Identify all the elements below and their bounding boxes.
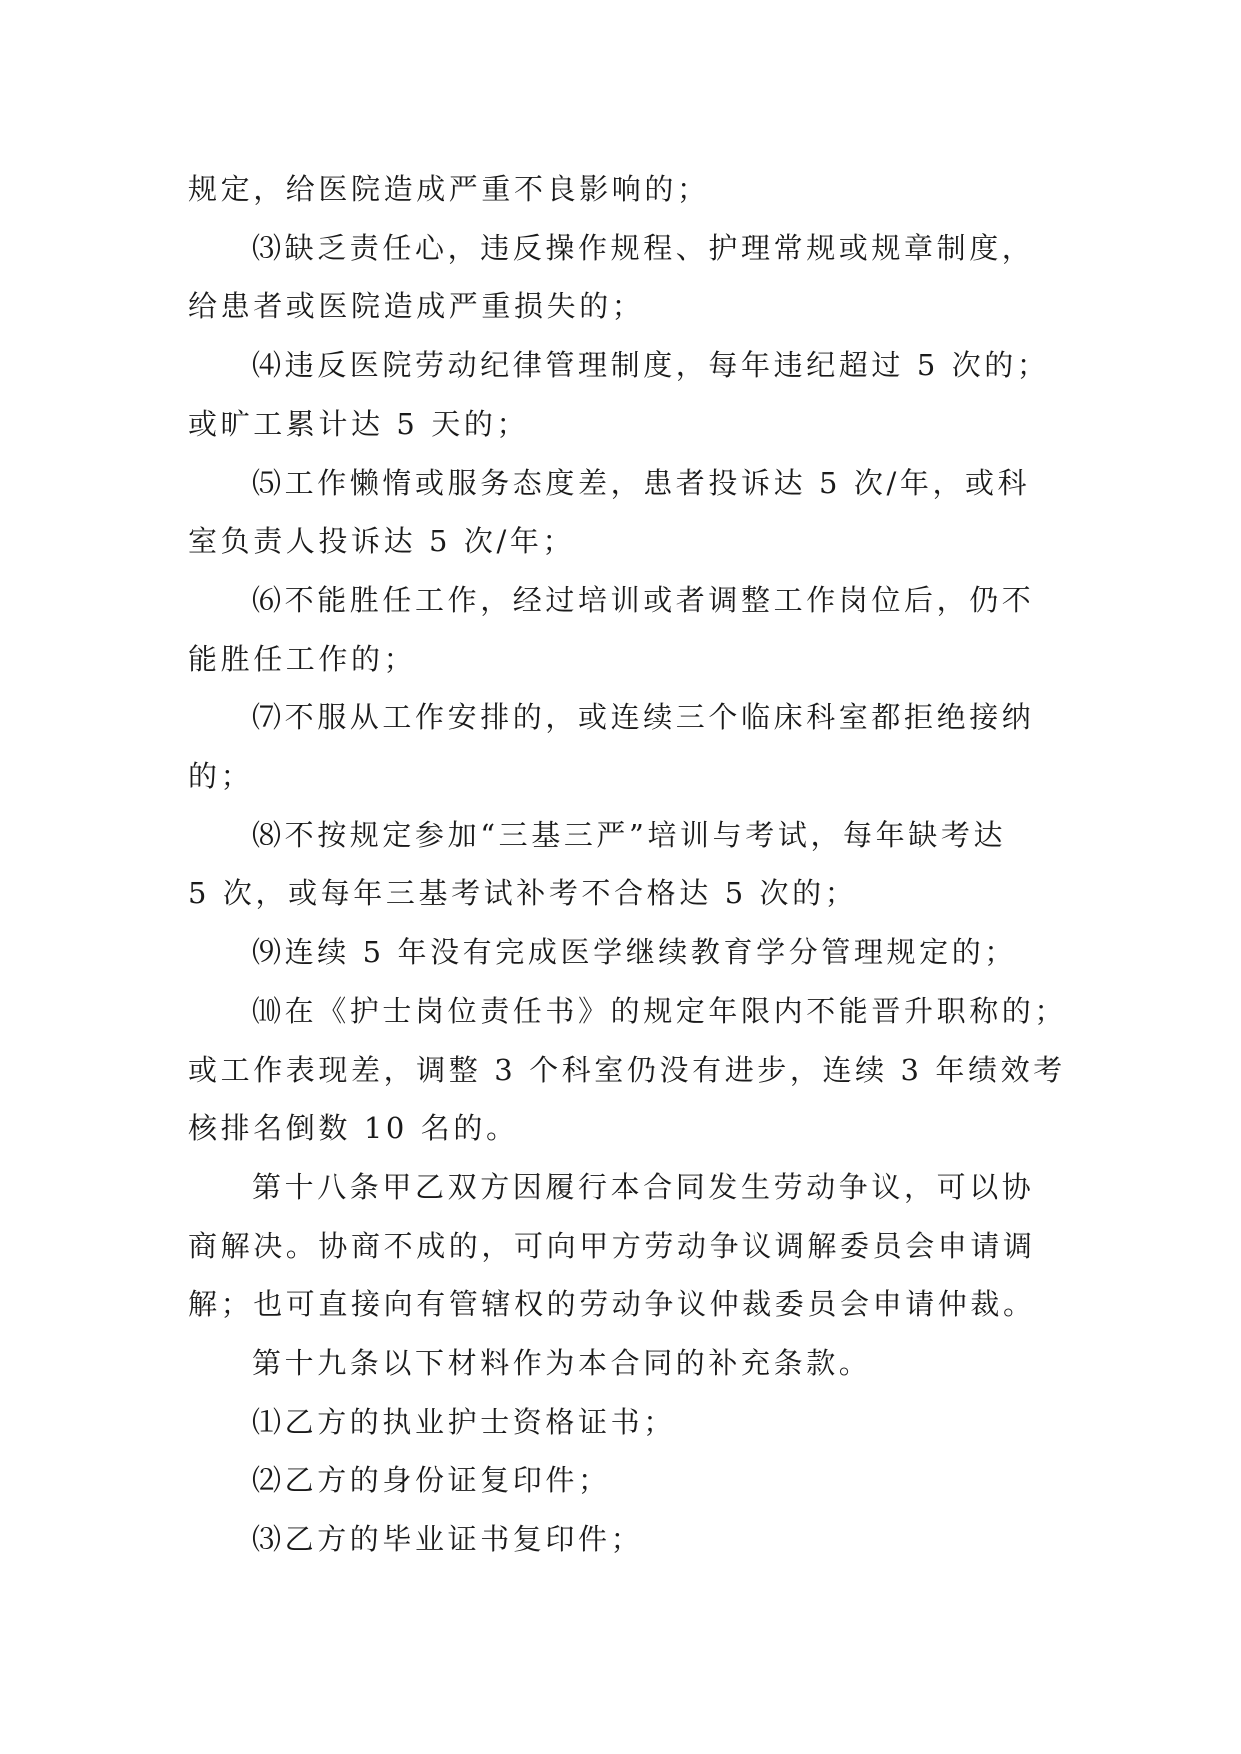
document-body	[188, 160, 1068, 1569]
text-line-10: ⑺不服从工作安排的，或连续三个临床科室都拒绝接纳	[252, 700, 1035, 735]
text-line-12: ⑻不按规定参加“三基三严”培训与考试，每年缺考达	[252, 817, 1007, 852]
text-line-5: 或旷工累计达 5 天的；	[188, 406, 530, 441]
text-line-23: ⑵乙方的身份证复印件；	[252, 1463, 611, 1498]
text-line-19: 商解决。协商不成的，可向甲方劳动争议调解委员会申请调	[188, 1228, 1036, 1263]
text-line-22: ⑴乙方的执业护士资格证书；	[252, 1404, 676, 1439]
text-line-20: 解；也可直接向有管辖权的劳动争议仲裁委员会申请仲裁。	[188, 1287, 1036, 1322]
text-line-3: 给患者或医院造成严重损失的；	[188, 289, 645, 324]
text-line-8: ⑹不能胜任工作，经过培训或者调整工作岗位后，仍不	[252, 582, 1035, 617]
text-line-9: 能胜任工作的；	[188, 641, 417, 676]
text-line-2: ⑶缺乏责任心，违反操作规程、护理常规或规章制度，	[252, 230, 1035, 265]
text-line-24: ⑶乙方的毕业证书复印件；	[252, 1522, 644, 1557]
text-line-16: 或工作表现差，调整 3 个科室仍没有进步，连续 3 年绩效考	[188, 1052, 1066, 1087]
text-line-13: 5 次，或每年三基考试补考不合格达 5 次的；	[188, 876, 858, 911]
text-line-17: 核排名倒数 10 名的。	[188, 1111, 519, 1146]
text-line-21: 第十九条以下材料作为本合同的补充条款。	[252, 1346, 872, 1381]
text-line-11: 的；	[188, 759, 254, 794]
text-line-6: ⑸工作懒惰或服务态度差，患者投诉达 5 次/年，或科	[252, 465, 1031, 500]
text-line-4: ⑷违反医院劳动纪律管理制度，每年违纪超过 5 次的；	[252, 348, 1050, 383]
text-line-1: 规定，给医院造成严重不良影响的；	[188, 172, 710, 206]
text-line-18: 第十八条甲乙双方因履行本合同发生劳动争议，可以协	[252, 1169, 1035, 1204]
text-line-15: ⑽在《护士岗位责任书》的规定年限内不能晋升职称的；	[252, 993, 1068, 1028]
text-line-7: 室负责人投诉达 5 次/年；	[188, 524, 576, 559]
text-line-14: ⑼连续 5 年没有完成医学继续教育学分管理规定的；	[252, 935, 1017, 970]
